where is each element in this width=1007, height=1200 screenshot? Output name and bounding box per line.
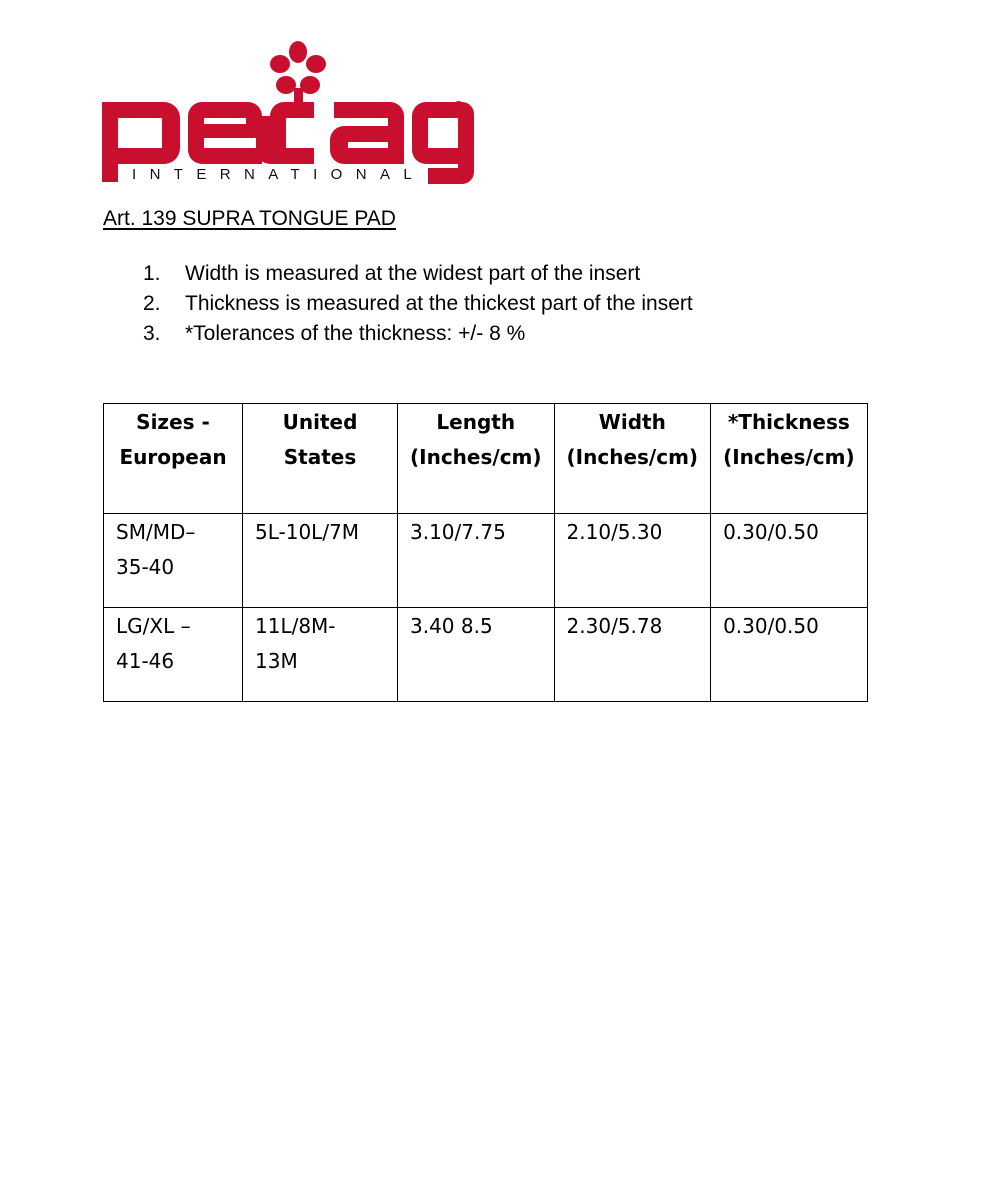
notes-list: [143, 259, 693, 349]
pedag-logo: [102, 40, 474, 186]
note-text: *Tolerances of the thickness: +/- 8 %: [185, 322, 526, 345]
logo-subtitle: INTERNATIONAL: [132, 166, 426, 183]
table-row: [104, 608, 868, 702]
header-length: Length (Inches/cm): [398, 404, 555, 514]
cell-european: LG/XL – 41-46: [104, 608, 243, 702]
header-thickness: *Thickness (Inches/cm): [711, 404, 868, 514]
note-number: 1.: [143, 262, 161, 285]
header-width: Width (Inches/cm): [554, 404, 711, 514]
note-text: Width is measured at the widest part of the insert: [185, 262, 641, 285]
table-header-row: [104, 404, 868, 514]
pedag-logo-graphic: [102, 40, 474, 186]
note-item: [143, 319, 693, 349]
note-text: Thickness is measured at the thickest part of the insert: [185, 292, 693, 315]
cell-us: 5L-10L/7M: [243, 514, 398, 608]
cell-us: 11L/8M- 13M: [243, 608, 398, 702]
document-title: Art. 139 SUPRA TONGUE PAD: [103, 207, 396, 230]
cell-width: 2.30/5.78: [554, 608, 711, 702]
cell-width: 2.10/5.30: [554, 514, 711, 608]
note-number: 2.: [143, 292, 161, 315]
header-us: United States: [243, 404, 398, 514]
registered-mark: ®: [452, 98, 466, 118]
size-spec-table: [103, 403, 868, 702]
header-european: Sizes - European: [104, 404, 243, 514]
cell-thickness: 0.30/0.50: [711, 514, 868, 608]
note-number: 3.: [143, 322, 161, 345]
note-item: [143, 259, 693, 289]
cell-european: SM/MD– 35-40: [104, 514, 243, 608]
note-item: [143, 289, 693, 319]
cell-length: 3.10/7.75: [398, 514, 555, 608]
table-row: [104, 514, 868, 608]
cell-thickness: 0.30/0.50: [711, 608, 868, 702]
cell-length: 3.40 8.5: [398, 608, 555, 702]
